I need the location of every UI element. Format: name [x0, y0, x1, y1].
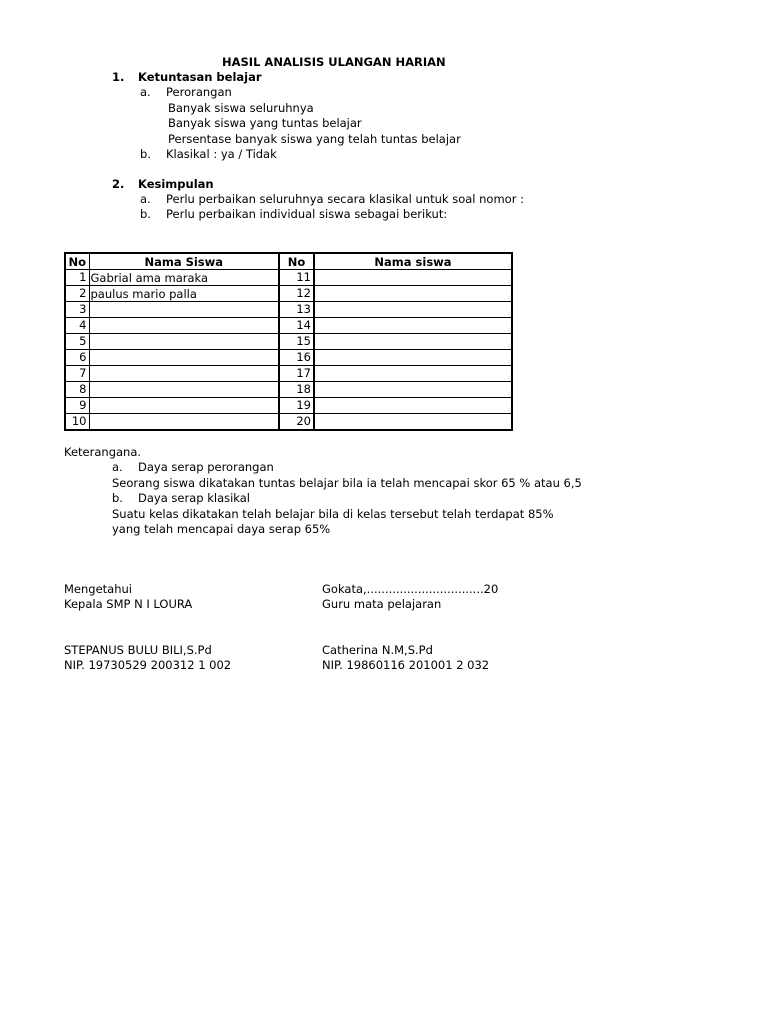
- row-no-right: 16: [279, 350, 314, 366]
- signature-left-line1: Mengetahui: [64, 582, 132, 596]
- notes-b-text-1: Suatu kelas dikatakan telah belajar bila di kelas tersebut telah terdapat 85%: [112, 507, 554, 521]
- table-row: [65, 270, 512, 286]
- section1-a-marker: a.: [140, 85, 151, 99]
- header-no-left: No: [65, 253, 89, 270]
- notes-heading: Keterangana.: [64, 445, 142, 459]
- row-no-right: 20: [279, 414, 314, 431]
- row-name-left: [89, 366, 279, 382]
- notes-b-text-2: yang telah mencapai daya serap 65%: [112, 522, 331, 536]
- row-name-left: paulus mario palla: [89, 286, 279, 302]
- section2-a-marker: a.: [140, 192, 151, 206]
- row-name-right: [314, 350, 512, 366]
- section1-a-item: Banyak siswa seluruhnya: [168, 101, 314, 115]
- row-name-left: Gabrial ama maraka: [89, 270, 279, 286]
- row-no-right: 19: [279, 398, 314, 414]
- section1-a-item: Persentase banyak siswa yang telah tuntas belajar: [168, 132, 461, 146]
- signature-left-nip: NIP. 19730529 200312 1 002: [64, 658, 232, 672]
- row-no-left: 2: [65, 286, 89, 302]
- section2-number: 2.: [112, 177, 125, 191]
- section1-b-label: Klasikal : ya / Tidak: [166, 147, 277, 161]
- row-no-right: 12: [279, 286, 314, 302]
- table-row: [65, 350, 512, 366]
- notes-a-text: Seorang siswa dikatakan tuntas belajar bila ia telah mencapai skor 65 % atau 6,5: [112, 476, 582, 490]
- signature-right-name: Catherina N.M,S.Pd: [322, 643, 433, 657]
- table-row: [65, 286, 512, 302]
- notes-b-marker: b.: [112, 491, 123, 505]
- table-row: [65, 334, 512, 350]
- signature-right-line2: Guru mata pelajaran: [322, 597, 442, 611]
- row-no-right: 11: [279, 270, 314, 286]
- section2-b-text: Perlu perbaikan individual siswa sebagai berikut:: [166, 207, 448, 221]
- notes-a-marker: a.: [112, 460, 123, 474]
- section2-b-marker: b.: [140, 207, 151, 221]
- row-name-right: [314, 270, 512, 286]
- row-name-left: [89, 334, 279, 350]
- signature-right-nip: NIP. 19860116 201001 2 032: [322, 658, 490, 672]
- row-no-left: 7: [65, 366, 89, 382]
- row-name-right: [314, 398, 512, 414]
- row-no-left: 6: [65, 350, 89, 366]
- row-name-right: [314, 334, 512, 350]
- row-name-right: [314, 318, 512, 334]
- header-nama-siswa-right: Nama siswa: [314, 253, 512, 270]
- section2-a-text: Perlu perbaikan seluruhnya secara klasikal untuk soal nomor :: [166, 192, 524, 206]
- document-title: HASIL ANALISIS ULANGAN HARIAN: [222, 55, 446, 69]
- row-no-right: 15: [279, 334, 314, 350]
- row-no-left: 9: [65, 398, 89, 414]
- row-no-left: 8: [65, 382, 89, 398]
- row-name-left: [89, 398, 279, 414]
- table-header-row: [65, 253, 512, 270]
- notes-b-label: Daya serap klasikal: [138, 491, 250, 505]
- row-no-left: 1: [65, 270, 89, 286]
- row-name-right: [314, 382, 512, 398]
- table-row: [65, 414, 512, 431]
- header-no-right: No: [279, 253, 314, 270]
- section1-a-item: Banyak siswa yang tuntas belajar: [168, 116, 362, 130]
- section1-number: 1.: [112, 70, 125, 84]
- signature-right-line1: Gokata,................................20: [322, 582, 499, 596]
- student-table: [64, 252, 513, 431]
- section1-a-label: Perorangan: [166, 85, 232, 99]
- row-no-right: 18: [279, 382, 314, 398]
- row-name-right: [314, 286, 512, 302]
- row-no-left: 10: [65, 414, 89, 431]
- row-name-left: [89, 414, 279, 431]
- row-no-right: 13: [279, 302, 314, 318]
- row-name-left: [89, 302, 279, 318]
- section1-b-marker: b.: [140, 147, 151, 161]
- header-nama-siswa-left: Nama Siswa: [89, 253, 279, 270]
- row-no-left: 3: [65, 302, 89, 318]
- section2-heading: Kesimpulan: [138, 177, 214, 191]
- table-row: [65, 366, 512, 382]
- signature-left-name: STEPANUS BULU BILI,S.Pd: [64, 643, 212, 657]
- notes-a-label: Daya serap perorangan: [138, 460, 274, 474]
- table-row: [65, 318, 512, 334]
- table-row: [65, 302, 512, 318]
- row-no-left: 5: [65, 334, 89, 350]
- row-name-left: [89, 382, 279, 398]
- table-row: [65, 398, 512, 414]
- row-no-right: 17: [279, 366, 314, 382]
- row-no-left: 4: [65, 318, 89, 334]
- signature-left-line2: Kepala SMP N I LOURA: [64, 597, 193, 611]
- section1-heading: Ketuntasan belajar: [138, 70, 262, 84]
- row-name-right: [314, 302, 512, 318]
- table-row: [65, 382, 512, 398]
- row-name-left: [89, 350, 279, 366]
- row-name-right: [314, 414, 512, 431]
- row-no-right: 14: [279, 318, 314, 334]
- row-name-left: [89, 318, 279, 334]
- row-name-right: [314, 366, 512, 382]
